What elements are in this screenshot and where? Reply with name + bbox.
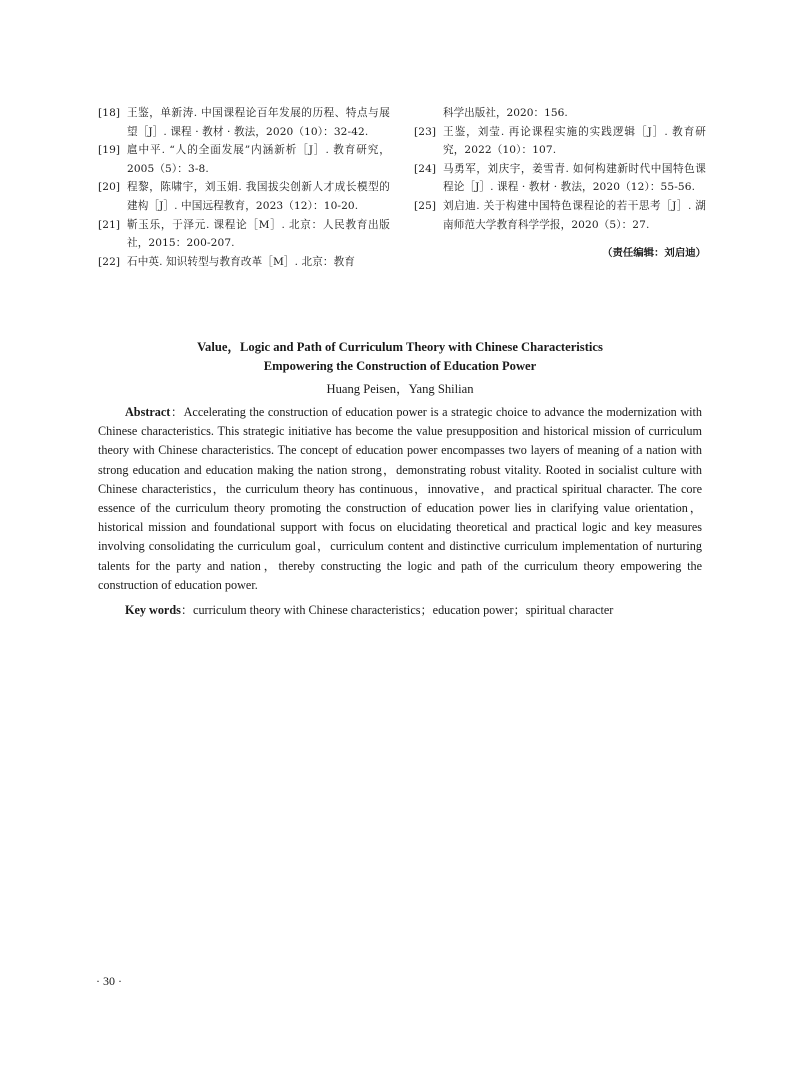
abstract-text: Accelerating the construction of education power is a strategic choice to advance the modernization with Chinese characteristics. This strategic initiative has become the value presupposition and historical mission of curriculum theory with Chinese characteristics. The concept of education power encompasses two layers of meaning of a nation with strong education and education making the nation strong，demonstrating robust vitality. Rooted in socialist culture with Chinese characteristics，the curriculum theory has continuous，innovative，and practical spiritual character. The core essence of the curriculum theory promoting the construction of education power lies in clarifying value orientation，historical mission and foundational support with focus on elucidating theoretical and practical logic and key measures involving consolidating the curriculum goal，curriculum content and distinctive curriculum implementation of nurturing talents for the party and nation，thereby constructing the logic and path of the curriculum theory empowering the construction of education power. bbox=[98, 405, 702, 592]
english-title-line-2: Empowering the Construction of Education Power bbox=[263, 358, 537, 373]
reference-continuation: 科学出版社，2020：156. bbox=[443, 107, 568, 119]
reference-number: [25] bbox=[414, 199, 437, 212]
reference-number: [23] bbox=[414, 125, 437, 138]
english-title-line-1: Value，Logic and Path of Curriculum Theory with Chinese Characteristics bbox=[197, 340, 603, 354]
keywords-text: curriculum theory with Chinese characteristics；education power；spiritual character bbox=[193, 603, 614, 617]
keywords-separator: ： bbox=[180, 603, 194, 617]
reference-item bbox=[414, 197, 706, 234]
english-authors: Huang Peisen，Yang Shilian bbox=[326, 382, 474, 396]
reference-column-right bbox=[414, 104, 706, 271]
english-keywords bbox=[125, 601, 702, 620]
reference-text: 石中英. 知识转型与教育改革［M］. 北京：教育 bbox=[127, 255, 355, 268]
english-abstract bbox=[98, 403, 702, 595]
reference-number: [24] bbox=[414, 162, 437, 175]
reference-item bbox=[98, 141, 390, 178]
reference-text: 马勇军，刘庆宇，姜雪青. 如何构建新时代中国特色课程论［J］. 课程 · 教材 · 教法，2020（12）：55-56. bbox=[443, 162, 706, 194]
keywords-label: Key words bbox=[125, 603, 181, 617]
english-title bbox=[98, 338, 702, 375]
reference-number: [20] bbox=[98, 181, 121, 194]
reference-column-left bbox=[98, 104, 390, 271]
reference-item bbox=[98, 253, 390, 272]
abstract-separator: ： bbox=[170, 405, 184, 419]
reference-number: [19] bbox=[98, 144, 121, 157]
reference-text: 靳玉乐，于泽元. 课程论［M］. 北京：人民教育出版社，2015：200-207. bbox=[127, 218, 390, 250]
reference-list bbox=[98, 104, 706, 271]
reference-number: [18] bbox=[98, 107, 121, 119]
reference-item bbox=[98, 178, 390, 215]
reference-text: 刘启迪. 关于构建中国特色课程论的若干思考［J］. 湖南师范大学教育科学学报，2020（5）：27. bbox=[443, 199, 706, 231]
reference-item bbox=[98, 104, 390, 141]
responsible-editor: （责任编辑：刘启迪） bbox=[602, 247, 706, 260]
reference-text: 王鉴，刘莹. 再论课程实施的实践逻辑［J］. 教育研究，2022（10）：107. bbox=[443, 125, 706, 157]
abstract-label: Abstract bbox=[125, 405, 171, 419]
reference-item bbox=[414, 160, 706, 197]
reference-number: [21] bbox=[98, 218, 121, 231]
reference-text: 程黎，陈啸宇，刘玉娟. 我国拔尖创新人才成长模型的建构［J］. 中国远程教育，2023（12）：10-20. bbox=[127, 181, 390, 212]
reference-item bbox=[98, 216, 390, 253]
reference-text: 扈中平. “人的全面发展”内涵新析［J］. 教育研究，2005（5）：3-8. bbox=[127, 144, 390, 175]
reference-item bbox=[414, 123, 706, 160]
reference-number: [22] bbox=[98, 255, 121, 268]
reference-text: 王鉴，单新涛. 中国课程论百年发展的历程、特点与展望［J］. 课程 · 教材 · 教法，2020（10）：32-42. bbox=[127, 107, 390, 138]
page-number: · 30 · bbox=[96, 974, 122, 988]
